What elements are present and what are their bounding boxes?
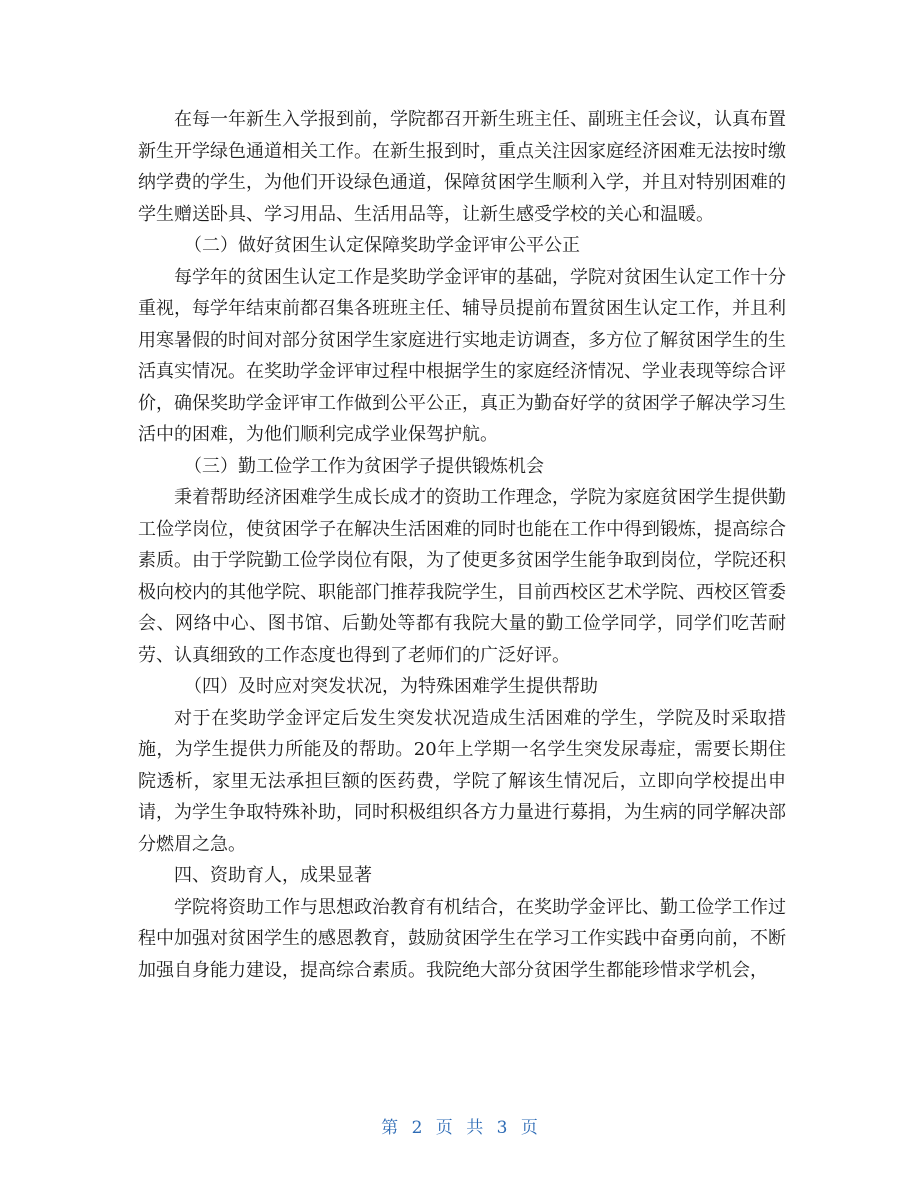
footer-total-pages: 3 <box>496 1118 509 1138</box>
paragraph-emergency-support: 对于在奖助学金评定后发生突发状况造成生活困难的学生，学院及时采取措施，为学生提供力所能及的帮助。20年上学期一名学生突发尿毒症，需要长期住院透析，家里无法承担巨额的医药费，学院了解该生情况后，立即向学校提出申请，为学生争取特殊补助，同时积极组织各方力量进行募捐，为生病的同学解决部分燃眉之急。 <box>138 707 786 855</box>
paragraph-work-study: 秉着帮助经济困难学生成长成才的资助工作理念，学院为家庭贫困学生提供勤工俭学岗位，使贫困学子在解决生活困难的同时也能在工作中得到锻炼，提高综合素质。由于学院勤工俭学岗位有限，为了使更多贫困学生能争取到岗位，学院还积极向校内的其他学院、职能部门推荐我院学生，目前西校区艺术学院、西校区管委会、网络中心、图书馆、后勤处等都有我院大量的勤工俭学同学，同学们吃苦耐劳、认真细致的工作态度也得到了老师们的广泛好评。 <box>138 487 786 666</box>
footer-page-word: 页 <box>435 1118 454 1138</box>
subheading-poverty-identification: （二）做好贫困生认定保障奖助学金评审公平公正 <box>184 235 580 256</box>
footer-current-page: 2 <box>411 1118 424 1138</box>
paragraph-poverty-identification: 每学年的贫困生认定工作是奖助学金评审的基础，学院对贫困生认定工作十分重视，每学年结束前都召集各班班主任、辅导员提前布置贫困生认定工作，并且利用寒暑假的时间对部分贫困学生家庭进行实地走访调查，多方位了解贫困学生的生活真实情况。在奖助学金评审过程中根据学生的家庭经济情况、学业表现等综合评价，确保奖助学金评审工作做到公平公正，真正为勤奋好学的贫困学子解决学习生活中的困难，为他们顺利完成学业保驾护航。 <box>138 266 786 445</box>
paragraph-green-channel: 在每一年新生入学报到前，学院都召开新生班主任、副班主任会议，认真布置新生开学绿色通道相关工作。在新生报到时，重点关注因家庭经济困难无法按时缴纳学费的学生，为他们开设绿色通道，保障贫困学生顺利入学，并且对特别困难的学生赠送卧具、学习用品、生活用品等，让新生感受学校的关心和温暖。 <box>138 109 786 225</box>
footer-suffix: 页 <box>520 1118 539 1138</box>
footer-prefix: 第 <box>381 1118 400 1138</box>
paragraph-results: 学院将资助工作与思想政治教育有机结合，在奖助学金评比、勤工俭学工作过程中加强对贫困学生的感恩教育，鼓励贫困学生在学习工作实践中奋勇向前，不断加强自身能力建设，提高综合素质。我院绝大部分贫困学生都能珍惜求学机会， <box>138 896 786 981</box>
document-body <box>138 104 786 986</box>
subheading-work-study: （三）勤工俭学工作为贫困学子提供锻炼机会 <box>184 455 544 477</box>
page-footer <box>0 1113 920 1138</box>
subheading-emergency-support: （四）及时应对突发状况，为特殊困难学生提供帮助 <box>184 676 598 697</box>
footer-total-word: 共 <box>466 1118 485 1138</box>
section-heading-results: 四、资助育人，成果显著 <box>174 865 372 886</box>
